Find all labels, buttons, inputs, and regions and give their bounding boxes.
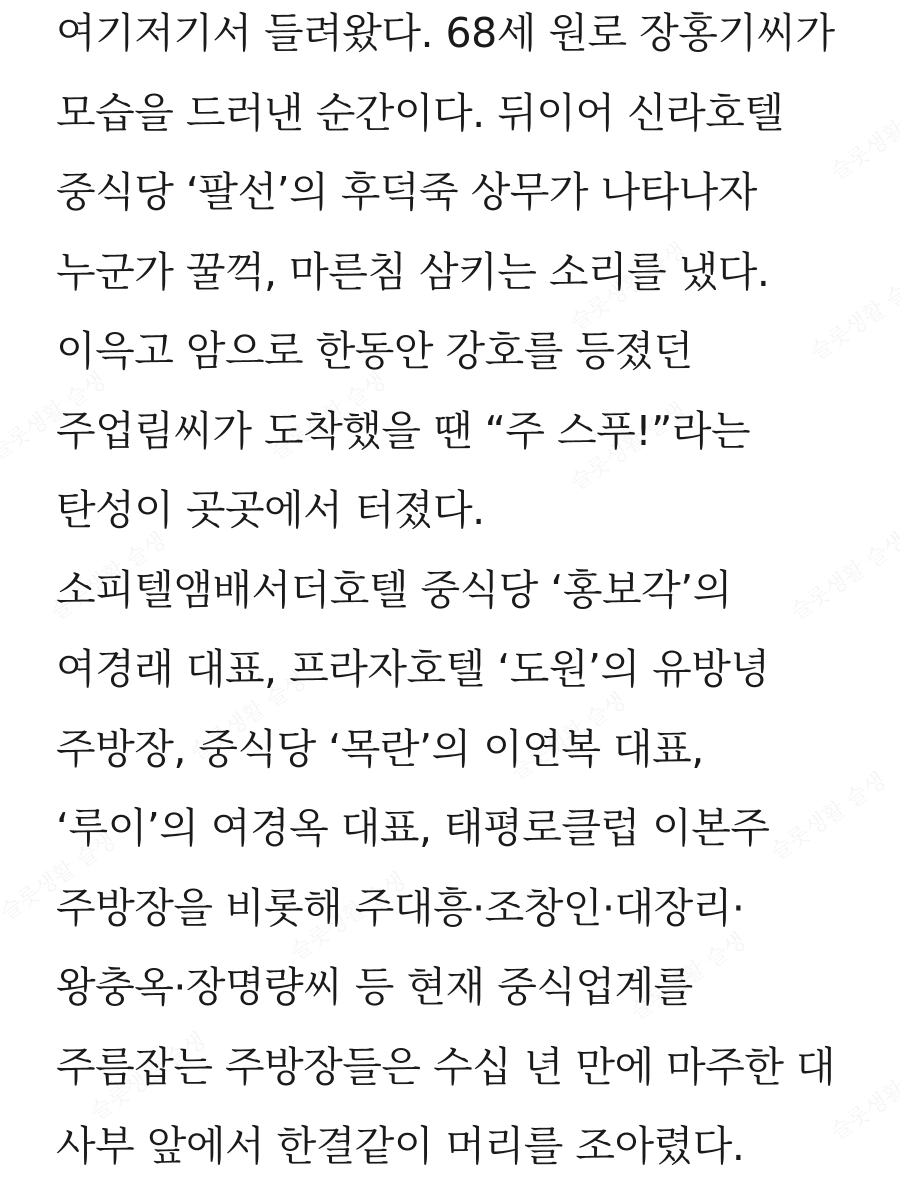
text-line: 소피텔앰배서더호텔 중식당 ‘홍보각’의 bbox=[56, 565, 732, 614]
text-line: 중식당 ‘팔선’의 후덕죽 상무가 나타나자 bbox=[56, 168, 757, 216]
article-body bbox=[56, 0, 886, 1187]
text-line: 탄성이 곳곳에서 터졌다. bbox=[56, 486, 485, 534]
text-line: 여경래 대표, 프라자호텔 ‘도원’의 유방녕 bbox=[56, 645, 770, 693]
text-line: 이윽고 암으로 한동안 강호를 등졌던 bbox=[56, 327, 693, 375]
text-line: ‘루이’의 여경옥 대표, 태평로클럽 이본주 bbox=[56, 804, 770, 852]
text-line: 왕충옥·장명량씨 등 현재 중식업계를 bbox=[56, 963, 693, 1011]
text-line: 사부 앞에서 한결같이 머리를 조아렸다. bbox=[56, 1122, 745, 1170]
text-line: 누군가 꿀꺽, 마른침 삼키는 소리를 냈다. bbox=[56, 247, 770, 296]
text-line: 여기저기서 들려왔다. 68세 원로 장홍기씨가 bbox=[56, 9, 835, 57]
text-line: 주업림씨가 도착했을 땐 “주 스푸!”라는 bbox=[56, 406, 751, 455]
text-line: 주방장을 비롯해 주대흥·조창인·대장리· bbox=[56, 883, 745, 932]
text-line: 모습을 드러낸 순간이다. 뒤이어 신라호텔 bbox=[56, 88, 784, 137]
text-line: 주방장, 중식당 ‘목란’의 이연복 대표, bbox=[56, 724, 704, 773]
text-line: 주름잡는 주방장들은 수십 년 만에 마주한 대 bbox=[56, 1042, 836, 1091]
